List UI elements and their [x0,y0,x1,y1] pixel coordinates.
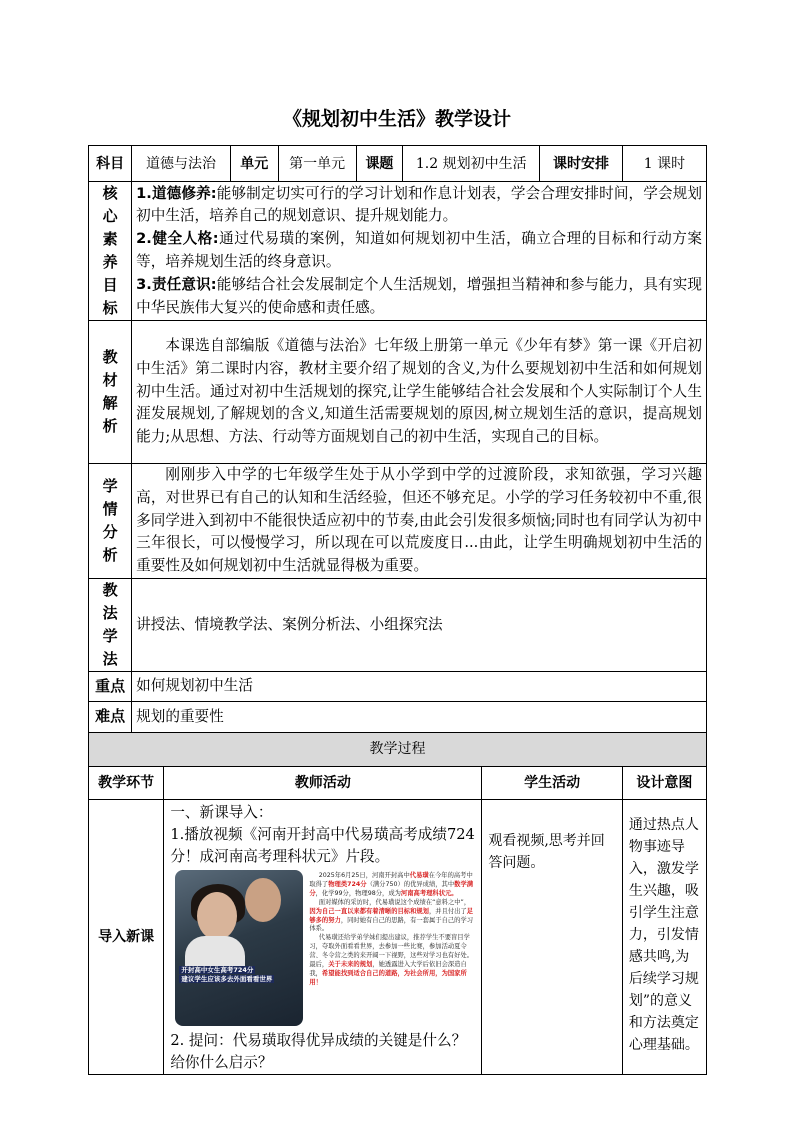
news-article-text [309,872,475,988]
methods-text: 讲授法、情境教学法、案例分析法、小组探究法 [132,578,707,671]
banner-line1: 开封高中女生高考724分 [181,965,254,974]
design-intent: 通过热点人物事迹导入，激发学生兴趣，吸引学生注意力，引发情感共鸣,为后续学习规划”的意义和方法奠定心理基础。 [622,799,706,1074]
students-text: 刚刚步入中学的七年级学生处于从小学到中学的过渡阶段，求知欲强，学习兴趣高，对世界已有自己的认知和生活经验，但还不够充足。小学的学习任务较初中不重,很多同学进入到初中不能很快适应初中的节奏,由此会引发很多烦恼;同时也有同学认为初中三年很长，可以慢慢学习，所以现在可以荒废度日...由此，让学生明确规划初中生活的重要性及如何规划初中生活就显得极为重要。 [132,464,707,579]
article-highlight: 足够多的努力 [309,907,474,924]
col-teacher-header: 教师活动 [164,766,482,799]
article-highlight: 希望能找到适合自己的道路，为社会所用，为国家所用！ [309,969,467,986]
core-item1-text: 能够制定切实可行的学习计划和作息计划表，学会合理安排时间，学会规划初中生活，培养自己的规划意识、提升规划能力。 [136,184,702,225]
article-text: 代易璜还给学弟学妹们提出建议，推荐学生不要盲目学习，夺取外面看看世界，去参加一些比赛，参加活动夏令营、冬令营之类的来开阔一下视野，这些对学习也有好处。最后， [309,934,474,969]
unit-value: 第一单元 [278,146,356,182]
core-content [132,182,707,321]
teacher-intro: 一、新课导入： [170,803,273,821]
core-item2-head: 2.健全人格: [136,230,219,248]
methods-row [89,578,707,671]
document-title: 《规划初中生活》教学设计 [282,108,511,130]
material-text: 本课选自部编版《道德与法治》七年级上册第一单元《少年有梦》第一课《开启初中生活》第二课时内容，教材主要介绍了规划的含义,为什么要规划初中生活和如何规划初中生活。通过对初中生活规划的探究,让学生能够结合社会发展和个人实际制订个人生涯发展规划,了解规划的含义,知道生活需要规划的原因,树立规划生活的意识，提高规划能力;从思想、方法、行动等方面规划自己的初中生活，实现自己的目标。 [132,321,707,464]
header-row [89,146,707,182]
article-highlight: 因为自己一直以来都有着清晰的目标和规划 [309,907,429,915]
news-image [175,870,475,1028]
core-item1-head: 1.道德修养: [136,184,217,202]
photo-caption [179,966,299,984]
lesson-label: 课题 [356,146,403,182]
difficulty-label: 难点 [89,701,132,732]
article-highlight: 物理类724分 [328,880,367,888]
col-intent-header: 设计意图 [622,766,706,799]
girl-shirt [185,936,245,966]
process-row-intro [89,799,707,1074]
col-stage-header: 教学环节 [89,766,164,799]
article-text: ，同时她有自己的思路，有一套属于自己的学习体系。 [309,916,474,933]
man-face [245,878,281,922]
article-highlight: 代易璜 [409,871,429,879]
student-activity: 观看视频,思考并回答问题。 [482,799,623,1074]
article-text: 在今年的高考中取得了 [309,871,473,888]
stage-intro: 导入新课 [89,799,164,1074]
teacher-activity [164,799,482,1074]
teacher-step1: 1.播放视频《河南开封高中代易璜高考成绩724分！成河南高考理科状元》片段。 [170,825,475,865]
girl-face [197,892,237,940]
keypoint-text: 如何规划初中生活 [132,671,707,701]
process-header: 教学过程 [89,732,707,766]
col-student-header: 学生活动 [482,766,623,799]
core-item3-head: 3.责任意识: [136,275,217,293]
article-text: ，化学99分，物理98分，成为 [315,889,401,897]
difficulty-text: 规划的重要性 [132,701,707,732]
subject-value: 道德与法治 [132,146,231,182]
material-row [89,321,707,464]
keypoint-row [89,671,707,701]
material-label: 教材解析 [89,321,132,464]
article-highlight: 河南高考理科状元。 [400,889,458,897]
unit-label: 单元 [230,146,278,182]
core-label: 核心素养目标 [89,182,132,321]
article-text: ，并且付出了 [428,907,467,915]
article-text: （满分750）的优异成绩，其中 [366,880,455,888]
article-text: ，她透露进入大学后依旧会深造自我， [309,961,467,977]
hours-value: 1 课时 [622,146,706,182]
article-text: 面对媒体的采访时，代易璜说这个成绩在“意料之中”， [318,898,471,906]
core-item3-text: 能够结合社会发展制定个人生活规划，增强担当精神和参与能力，具有实现中华民族伟大复兴的使命感和责任感。 [136,275,702,316]
banner-line2: 建议学生应该多去外面看看世界 [181,974,273,983]
keypoint-label: 重点 [89,671,132,701]
article-highlight: 数学满分 [309,880,474,897]
core-row [89,182,707,321]
lesson-value: 1.2 规划初中生活 [403,146,540,182]
process-columns-row [89,766,707,799]
lesson-plan-table [88,145,707,1075]
subject-label: 科目 [89,146,132,182]
difficulty-row [89,701,707,732]
article-highlight: 关于未来的规划 [328,961,373,969]
methods-label: 教法学法 [89,578,132,671]
process-header-row [89,732,707,766]
students-label: 学情分析 [89,464,132,579]
core-item2-text: 通过代易璜的案例，知道如何规划初中生活，确立合理的目标和行动方案等，培养规划生活的终身意识。 [136,230,702,270]
students-row [89,464,707,579]
article-text: 2025年6月25日，河南开封高中 [318,871,410,879]
teacher-step2: 2. 提问：代易璜取得优异成绩的关键是什么？给你什么启示？ [170,1031,467,1071]
news-photo [175,870,303,1026]
hours-label: 课时安排 [540,146,623,182]
